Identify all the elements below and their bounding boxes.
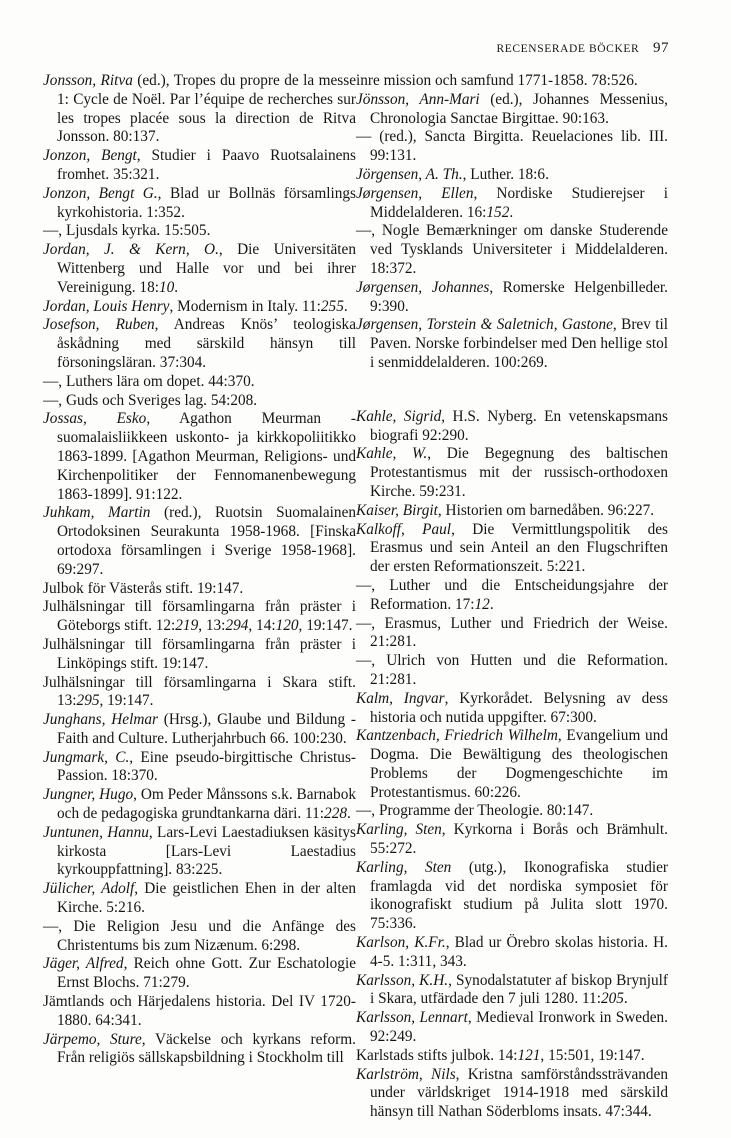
bibliography-entry <box>356 316 668 372</box>
bibliography-entry <box>356 690 668 728</box>
bibliography-entry <box>43 316 356 372</box>
entry-text: (utg.), Ikonografiska studier framlagda vid det nordiska symposiet för ikonografiskt studium på Julita slott 1970. 75:336. <box>370 858 668 933</box>
bibliography-entry <box>356 279 668 317</box>
section-gap <box>356 373 668 408</box>
entry-text: , Blad ur Bollnäs församlings kyrkohistoria. 1:352. <box>57 184 356 221</box>
entry-text: (red.), Ruotsin Suomalainen Ortodoksinen Seurakunta 1958-1968. [Finska ortodoxa församlingen i Sverige 1958-1968]. 69:297. <box>57 504 357 578</box>
entry-author: Jørgensen, Torstein & Saletnich, Gastone <box>356 316 613 334</box>
entry-author: Junghans, Helmar <box>43 711 158 729</box>
entry-ref-italic: 294 <box>225 617 249 635</box>
entry-text: , Die Universitäten Wittenberg und Halle vor und bei ihrer Vereinigung. 18: <box>57 241 356 296</box>
bibliography-entry <box>43 636 356 674</box>
bibliography-entry <box>356 972 668 1010</box>
bibliography-entry <box>43 580 356 599</box>
entry-ref-italic: 295 <box>76 692 100 710</box>
entry-author: Jørgensen, Johannes <box>356 278 490 296</box>
bibliography-entry <box>43 298 356 317</box>
entry-text-tail: . <box>509 203 514 221</box>
entry-text: —, Erasmus, Luther und Friedrich der Weise. 21:281. <box>356 614 668 651</box>
entry-text: inre mission och samfund 1771-1858. 78:526. <box>356 72 638 89</box>
entry-text: , Kyrkorna i Borås och Brämhult. 55:272. <box>370 821 668 858</box>
entry-text: — (red.), Sancta Birgitta. Reuelaciones lib. III. 99:131. <box>356 128 668 165</box>
entry-author: Jonsson, Ritva <box>43 72 133 89</box>
entry-text: —, Ulrich von Hutten und die Reformation. 21:281. <box>356 652 668 688</box>
entry-author: Jönsson, Ann-Mari <box>356 90 480 108</box>
bibliography-entry <box>43 786 356 824</box>
entry-author: Kahle, Sigrid <box>356 407 442 425</box>
entry-ref-italic: 228 <box>324 805 347 823</box>
entry-text: —, Nogle Bemærkninger om danske Studerende ved Tysklands Universiteter i Middelalderen. 18:372. <box>356 222 668 277</box>
bibliography-entry <box>43 392 356 411</box>
entry-author: Karlson, K.Fr. <box>356 934 446 952</box>
entry-author: Jörgensen, A. Th. <box>356 165 463 183</box>
entry-text: —, Ljusdals kyrka. 15:505. <box>43 222 211 240</box>
right-column-j-entries <box>356 72 668 373</box>
entry-text: , Historien om barnedåben. 96:227. <box>437 501 655 519</box>
entry-text: , Reich ohne Gott. Zur Eschatologie Ernst Blochs. 71:279. <box>57 955 356 992</box>
bibliography-entry <box>356 166 668 185</box>
bibliography-entry <box>43 711 356 749</box>
right-column <box>356 72 668 1122</box>
bibliography-entry <box>43 222 356 241</box>
bibliography-entry <box>356 445 668 501</box>
bibliography-entry <box>43 1031 356 1069</box>
entry-text: , Andreas Knös’ teologiska åskådning med särskild hänsyn till försoningsläran. 37:304. <box>57 316 356 371</box>
entry-text-tail: . <box>174 278 179 296</box>
entry-author: Jäger, Alfred <box>43 955 124 973</box>
entry-text: Julhälsningar till församlingarna från präster i Göteborgs stift. 12: <box>43 598 356 635</box>
entry-text: (ed.), Tropes du propre de la messe 1: Cycle de Noël. Par l’équipe de recherches sur les tropes placée sous la direction de Ritva Jonsson. 80:137. <box>57 72 356 146</box>
entry-text: , Romerske Helgenbilleder. 9:390. <box>370 278 668 315</box>
entry-text: , Blad ur Örebro skolas historia. H. 4-5. 1:311, 343. <box>370 934 669 970</box>
entry-author: Jordan, Louis Henry <box>43 297 170 315</box>
entry-author: Jonzon, Bengt G. <box>43 184 158 202</box>
bibliography-entry <box>43 993 356 1031</box>
bibliography-entry <box>356 802 668 821</box>
entry-text: (ed.), Johannes Messenius, Chronologia Sanctae Birgittae. 90:163. <box>370 90 668 127</box>
entry-author: Jossas, Esko <box>43 410 147 428</box>
entry-text-tail: . <box>343 297 348 315</box>
entry-text: , Medieval Ironwork in Sweden. 92:249. <box>370 1009 668 1046</box>
entry-ref-italic: 219 <box>175 617 199 635</box>
entry-author: Juhkam, Martin <box>43 504 151 522</box>
entry-author: Jungner, Hugo <box>43 786 134 804</box>
bibliography-entry <box>43 598 356 636</box>
entry-text: , Studier i Paavo Ruotsalainens fromhet. 35:321. <box>57 147 356 183</box>
right-column-k-entries <box>356 408 668 1122</box>
entry-author: Kahle, W. <box>356 445 428 463</box>
entry-ref-italic: 10 <box>158 278 175 296</box>
entry-text-tail: , 14: <box>248 617 276 635</box>
entry-text: , H.S. Nyberg. En vetenskapsmans biografi 92:290. <box>370 407 668 444</box>
bibliography-entry <box>356 408 668 446</box>
entry-author: Jonzon, Bengt <box>43 147 137 165</box>
entry-author: Karling, Sten <box>356 858 452 876</box>
entry-text: Julhälsningar till församlingarna från präster i Linköpings stift. 19:147. <box>43 635 356 672</box>
entry-ref-italic: 120 <box>275 617 299 635</box>
entry-ref-italic: 121 <box>517 1046 541 1064</box>
bibliography-entry <box>43 918 356 956</box>
entry-author: Kalkoff, Paul <box>356 520 452 538</box>
bibliography-entry <box>43 504 356 579</box>
bibliography-entry <box>356 1047 668 1066</box>
bibliography-entry <box>43 824 356 880</box>
entry-text: , Kristna samförståndssträvanden under världskriget 1914-1918 med särskild hänsyn till Nathan Söderbloms insats. 47:344. <box>370 1065 669 1121</box>
entry-author: Karlström, Nils <box>356 1065 456 1083</box>
left-column <box>43 72 356 1068</box>
bibliography-entry <box>43 241 356 297</box>
entry-text: Julbok för Västerås stift. 19:147. <box>43 579 244 597</box>
entry-text: (Hrsg.), Glaube und Bildung - Faith and Culture. Lutherjahrbuch 66. 100:230. <box>57 711 356 747</box>
entry-text: , Agathon Meurman - suomalaisliikkeen uskonto- ja kirkkopoliitikko 1863-1899. [Agathon Meurman, Religions- und Kirchenpolitiker der Fennomanenbewegung 1863-1899]. 91:122. <box>57 410 356 503</box>
entry-text: , Evangelium und Dogma. Die Bewältigung des theologischen Problems der Dogmengeschichte im Protestantismus. 60:226. <box>370 727 668 801</box>
entry-text-tail: . <box>489 595 494 613</box>
bibliography-entry <box>356 128 668 166</box>
bibliography-entry <box>356 502 668 521</box>
entry-text: —, Guds och Sveriges lag. 54:208. <box>43 391 258 409</box>
bibliography-entry <box>356 934 668 972</box>
entry-ref-italic: 12 <box>474 595 490 613</box>
entry-text: , Lars-Levi Laestadiuksen käsitys kirkosta [Lars-Levi Laestadius kyrkouppfattning]. 83:225. <box>57 823 356 879</box>
bibliography-entry <box>356 652 668 690</box>
bibliography-entry <box>43 72 356 147</box>
entry-author: Kalm, Ingvar <box>356 689 445 707</box>
entry-text: , Synodalstatuter af biskop Brynjulf i Skara, utfärdade den 7 juli 1280. 11: <box>370 971 668 1008</box>
bibliography-entry <box>43 749 356 787</box>
bibliography-entry <box>43 373 356 392</box>
bibliography-entry <box>43 147 356 185</box>
bibliography-entry <box>356 521 668 577</box>
bibliography-entry <box>356 727 668 802</box>
entry-text: Jämtlands och Härjedalens historia. Del IV 1720-1880. 64:341. <box>43 993 356 1029</box>
entry-author: Kantzenbach, Friedrich Wilhelm <box>356 727 558 745</box>
entry-text-tail: , 13: <box>198 617 226 635</box>
bibliography-entry <box>356 1009 668 1047</box>
entry-text: —, Luthers lära om dopet. 44:370. <box>43 372 255 390</box>
entry-text: , Die Begegnung des baltischen Protestantismus mit der russisch-orthodoxen Kirche. 59:231. <box>370 445 668 500</box>
entry-text: , Modernism in Italy. 11: <box>169 297 321 315</box>
entry-text: —, Die Religion Jesu und die Anfänge des Christentums bis zum Nizænum. 6:298. <box>43 917 356 954</box>
entry-text-tail: , 19:147. <box>298 617 353 635</box>
entry-text-tail: , 15:501, 19:147. <box>540 1046 645 1064</box>
bibliography-entry <box>356 72 668 91</box>
entry-text-tail: , 19:147. <box>99 692 154 710</box>
entry-text-tail: . <box>347 805 351 823</box>
entry-text: , Nordiske Studierejser i Middelalderen. 16: <box>370 184 668 221</box>
entry-text: —, Luther und die Entscheidungsjahre der Reformation. 17: <box>356 576 668 613</box>
bibliography-entry <box>43 674 356 712</box>
entry-text: , Om Peder Månssons s.k. Barnabok och de pedagogiska grundtankarna däri. 11: <box>57 786 356 823</box>
entry-author: Karlsson, K.H. <box>356 971 449 989</box>
entry-text-tail: . <box>623 990 628 1008</box>
bibliography-entry <box>356 577 668 615</box>
bibliography-entry <box>356 222 668 278</box>
entry-text: —, Programme der Theologie. 80:147. <box>356 802 594 820</box>
bibliography-entry <box>356 821 668 859</box>
entry-author: Jülicher, Adolf <box>43 880 135 898</box>
entry-author: Karlsson, Lennart <box>356 1009 468 1027</box>
entry-text: Julhälsningar till församlingarna i Skara stift. 13: <box>43 673 356 710</box>
page-number: 97 <box>653 40 669 56</box>
entry-text: Karlstads stifts julbok. 14: <box>356 1046 518 1064</box>
running-head <box>497 40 670 57</box>
entry-text: , Väckelse och kyrkans reform. Från religiös sällskapsbildning i Stockholm till <box>57 1030 356 1067</box>
entry-author: Järpemo, Sture <box>43 1030 142 1048</box>
entry-text: , Brev til Paven. Norske forbindelser med Den hellige stol i senmiddelalderen. 100:269. <box>370 316 668 371</box>
bibliography-entry <box>43 955 356 993</box>
bibliography-entry <box>43 185 356 223</box>
entry-text: , Die Vermittlungspolitik des Erasmus und sein Anteil an den Flugschriften der ersten Reformationszeit. 5:221. <box>370 520 668 576</box>
bibliography-entry <box>43 410 356 504</box>
running-title: RECENSERADE BÖCKER <box>496 43 640 55</box>
entry-text: , Eine pseudo-birgittische Christus-Passion. 18:370. <box>57 748 356 785</box>
entry-text: , Die geistlichen Ehen in der alten Kirche. 5:216. <box>57 880 357 917</box>
entry-ref-italic: 205 <box>600 990 624 1008</box>
entry-text: , Luther. 18:6. <box>462 165 549 183</box>
bibliography-entry <box>43 880 356 918</box>
entry-ref-italic: 152 <box>486 203 510 221</box>
entry-text: , Kyrkorådet. Belysning av dess historia och nutida uppgifter. 67:300. <box>370 689 668 726</box>
entry-author: Jordan, J. & Kern, O. <box>43 241 219 259</box>
entry-ref-italic: 255 <box>320 297 344 315</box>
bibliography-entry <box>356 185 668 223</box>
entry-author: Jørgensen, Ellen <box>356 184 474 202</box>
entry-author: Jungmark, C. <box>43 748 130 766</box>
bibliography-entry <box>356 859 668 934</box>
bibliography-entry <box>356 615 668 653</box>
bibliography-entry <box>356 91 668 129</box>
bibliography-entry <box>356 1066 668 1122</box>
entry-author: Josefson, Ruben <box>43 316 155 334</box>
entry-author: Kaiser, Birgit <box>356 501 438 519</box>
entry-author: Juntunen, Hannu <box>43 823 149 841</box>
entry-author: Karling, Sten <box>356 821 442 839</box>
